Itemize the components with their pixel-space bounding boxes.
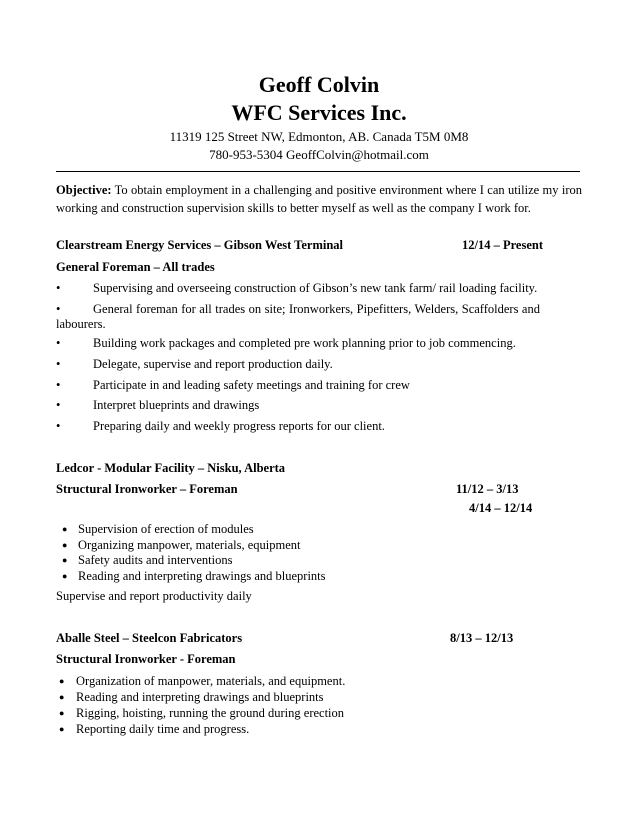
job-1-bullet-4: Delegate, supervise and report production daily.: [93, 357, 333, 371]
job-2-bullet-3: Safety audits and interventions: [78, 553, 233, 567]
job-1-bullet-1: Supervising and overseeing construction of Gibson’s new tank farm/ rail loading facility.: [93, 281, 538, 295]
bullet-icon: ●: [62, 540, 68, 550]
job-2-bullet-2: Organizing manpower, materials, equipment: [78, 538, 301, 552]
bullet-icon: •: [56, 281, 61, 295]
job-3-bullet-2: Reading and interpreting drawings and blueprints: [76, 690, 324, 704]
job-3-employer: Aballe Steel – Steelcon Fabricators: [56, 631, 243, 645]
candidate-name: Geoff Colvin: [258, 72, 380, 97]
header-divider: [56, 171, 580, 172]
job-1-bullet-2-continued: labourers.: [56, 317, 106, 331]
bullet-icon: ●: [59, 708, 65, 718]
objective-label: Objective:: [56, 183, 112, 197]
bullet-icon: ●: [59, 676, 65, 686]
job-1-bullet-6: Interpret blueprints and drawings: [93, 398, 260, 412]
bullet-icon: •: [56, 357, 61, 371]
job-1-employer: Clearstream Energy Services – Gibson West Terminal: [56, 238, 344, 252]
job-1-title: General Foreman – All trades: [56, 260, 215, 274]
job-2-bullet-1: Supervision of erection of modules: [78, 522, 254, 536]
job-1-dates: 12/14 – Present: [462, 238, 544, 252]
bullet-icon: ●: [62, 571, 68, 581]
job-2-note: Supervise and report productivity daily: [56, 589, 252, 603]
address-line: 11319 125 Street NW, Edmonton, AB. Canada T5M 0M8: [169, 129, 469, 144]
job-2-dates-2: 4/14 – 12/14: [469, 501, 533, 515]
bullet-icon: •: [56, 378, 61, 392]
objective-text: To obtain employment in a challenging and positive environment where I can utilize my iron working and construction supervision skills to better myself as well as the company I work for.: [56, 183, 582, 215]
job-2-employer: Ledcor - Modular Facility – Nisku, Alberta: [56, 461, 286, 475]
job-3-bullet-1: Organization of manpower, materials, and equipment.: [76, 674, 346, 688]
contact-line: 780-953-5304 GeoffColvin@hotmail.com: [209, 147, 429, 162]
bullet-icon: ●: [62, 555, 68, 565]
bullet-icon: ●: [59, 692, 65, 702]
bullet-icon: •: [56, 419, 61, 433]
company-name: WFC Services Inc.: [231, 100, 407, 125]
job-3-title: Structural Ironworker - Foreman: [56, 652, 236, 666]
job-1-bullet-2: General foreman for all trades on site; Ironworkers, Pipefitters, Welders, Scaffolders and: [93, 302, 540, 316]
job-1-bullet-3: Building work packages and completed pre work planning prior to job commencing.: [93, 336, 516, 350]
bullet-icon: ●: [62, 524, 68, 534]
job-3-bullet-4: Reporting daily time and progress.: [76, 722, 250, 736]
objective-paragraph: [56, 181, 582, 217]
job-2-title: Structural Ironworker – Foreman: [56, 482, 238, 496]
job-1-bullet-5: Participate in and leading safety meetings and training for crew: [93, 378, 410, 392]
job-2-bullet-4: Reading and interpreting drawings and blueprints: [78, 569, 326, 583]
bullet-icon: •: [56, 398, 61, 412]
bullet-icon: ●: [59, 724, 65, 734]
job-2-dates-1: 11/12 – 3/13: [456, 482, 519, 496]
job-3-bullet-3: Rigging, hoisting, running the ground during erection: [76, 706, 345, 720]
bullet-icon: •: [56, 336, 61, 350]
bullet-icon: •: [56, 302, 61, 316]
job-1-bullet-7: Preparing daily and weekly progress reports for our client.: [93, 419, 385, 433]
job-3-dates: 8/13 – 12/13: [450, 631, 514, 645]
